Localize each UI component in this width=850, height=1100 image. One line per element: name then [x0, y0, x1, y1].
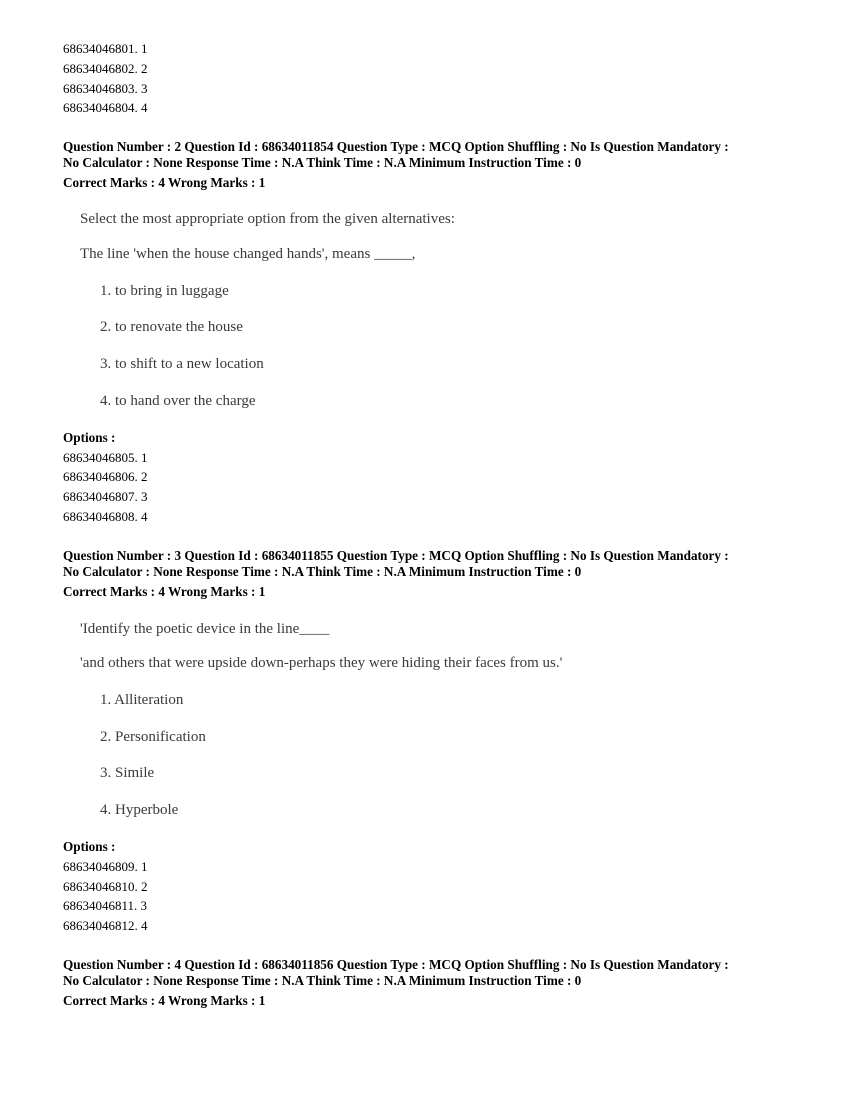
- question-choice: 3. to shift to a new location: [100, 356, 264, 372]
- option-line: 68634046807. 3: [63, 489, 148, 504]
- options-label: Options :: [63, 839, 116, 854]
- question-stem: The line 'when the house changed hands', means _____,: [80, 246, 416, 262]
- option-line: 68634046808. 4: [63, 509, 148, 524]
- question-marks: Correct Marks : 4 Wrong Marks : 1: [63, 584, 266, 599]
- question-instruction: Select the most appropriate option from the given alternatives:: [80, 211, 455, 227]
- question-instruction: 'Identify the poetic device in the line____: [80, 621, 330, 637]
- question-meta-line-2: No Calculator : None Response Time : N.A Think Time : N.A Minimum Instruction Time : 0: [63, 973, 582, 988]
- question-meta-line-1: Question Number : 2 Question Id : 68634011854 Question Type : MCQ Option Shuffling : No Is Question Mandatory :: [63, 139, 729, 154]
- option-line: 68634046811. 3: [63, 898, 148, 913]
- question-marks: Correct Marks : 4 Wrong Marks : 1: [63, 175, 266, 190]
- question-meta-line-1: Question Number : 3 Question Id : 68634011855 Question Type : MCQ Option Shuffling : No Is Question Mandatory :: [63, 548, 729, 563]
- question-choice: 2. to renovate the house: [100, 319, 243, 335]
- question-meta-line-1: Question Number : 4 Question Id : 68634011856 Question Type : MCQ Option Shuffling : No Is Question Mandatory :: [63, 957, 729, 972]
- option-line: 68634046805. 1: [63, 450, 148, 465]
- option-line: 68634046812. 4: [63, 918, 148, 933]
- question-marks: Correct Marks : 4 Wrong Marks : 1: [63, 993, 266, 1008]
- question-choice: 2. Personification: [100, 729, 206, 745]
- question-stem: 'and others that were upside down-perhaps they were hiding their faces from us.': [80, 655, 563, 671]
- question-choice: 1. Alliteration: [100, 692, 184, 708]
- option-line: 68634046803. 3: [63, 81, 148, 96]
- question-meta-line-2: No Calculator : None Response Time : N.A Think Time : N.A Minimum Instruction Time : 0: [63, 564, 582, 579]
- option-line: 68634046809. 1: [63, 859, 148, 874]
- question-choice: 4. to hand over the charge: [100, 393, 256, 409]
- question-meta-line-2: No Calculator : None Response Time : N.A Think Time : N.A Minimum Instruction Time : 0: [63, 155, 582, 170]
- question-choice: 1. to bring in luggage: [100, 283, 229, 299]
- option-line: 68634046804. 4: [63, 100, 148, 115]
- option-line: 68634046802. 2: [63, 61, 148, 76]
- question-choice: 4. Hyperbole: [100, 802, 179, 818]
- option-line: 68634046801. 1: [63, 41, 148, 56]
- options-label: Options :: [63, 430, 116, 445]
- option-line: 68634046806. 2: [63, 469, 148, 484]
- question-choice: 3. Simile: [100, 765, 155, 781]
- option-line: 68634046810. 2: [63, 879, 148, 894]
